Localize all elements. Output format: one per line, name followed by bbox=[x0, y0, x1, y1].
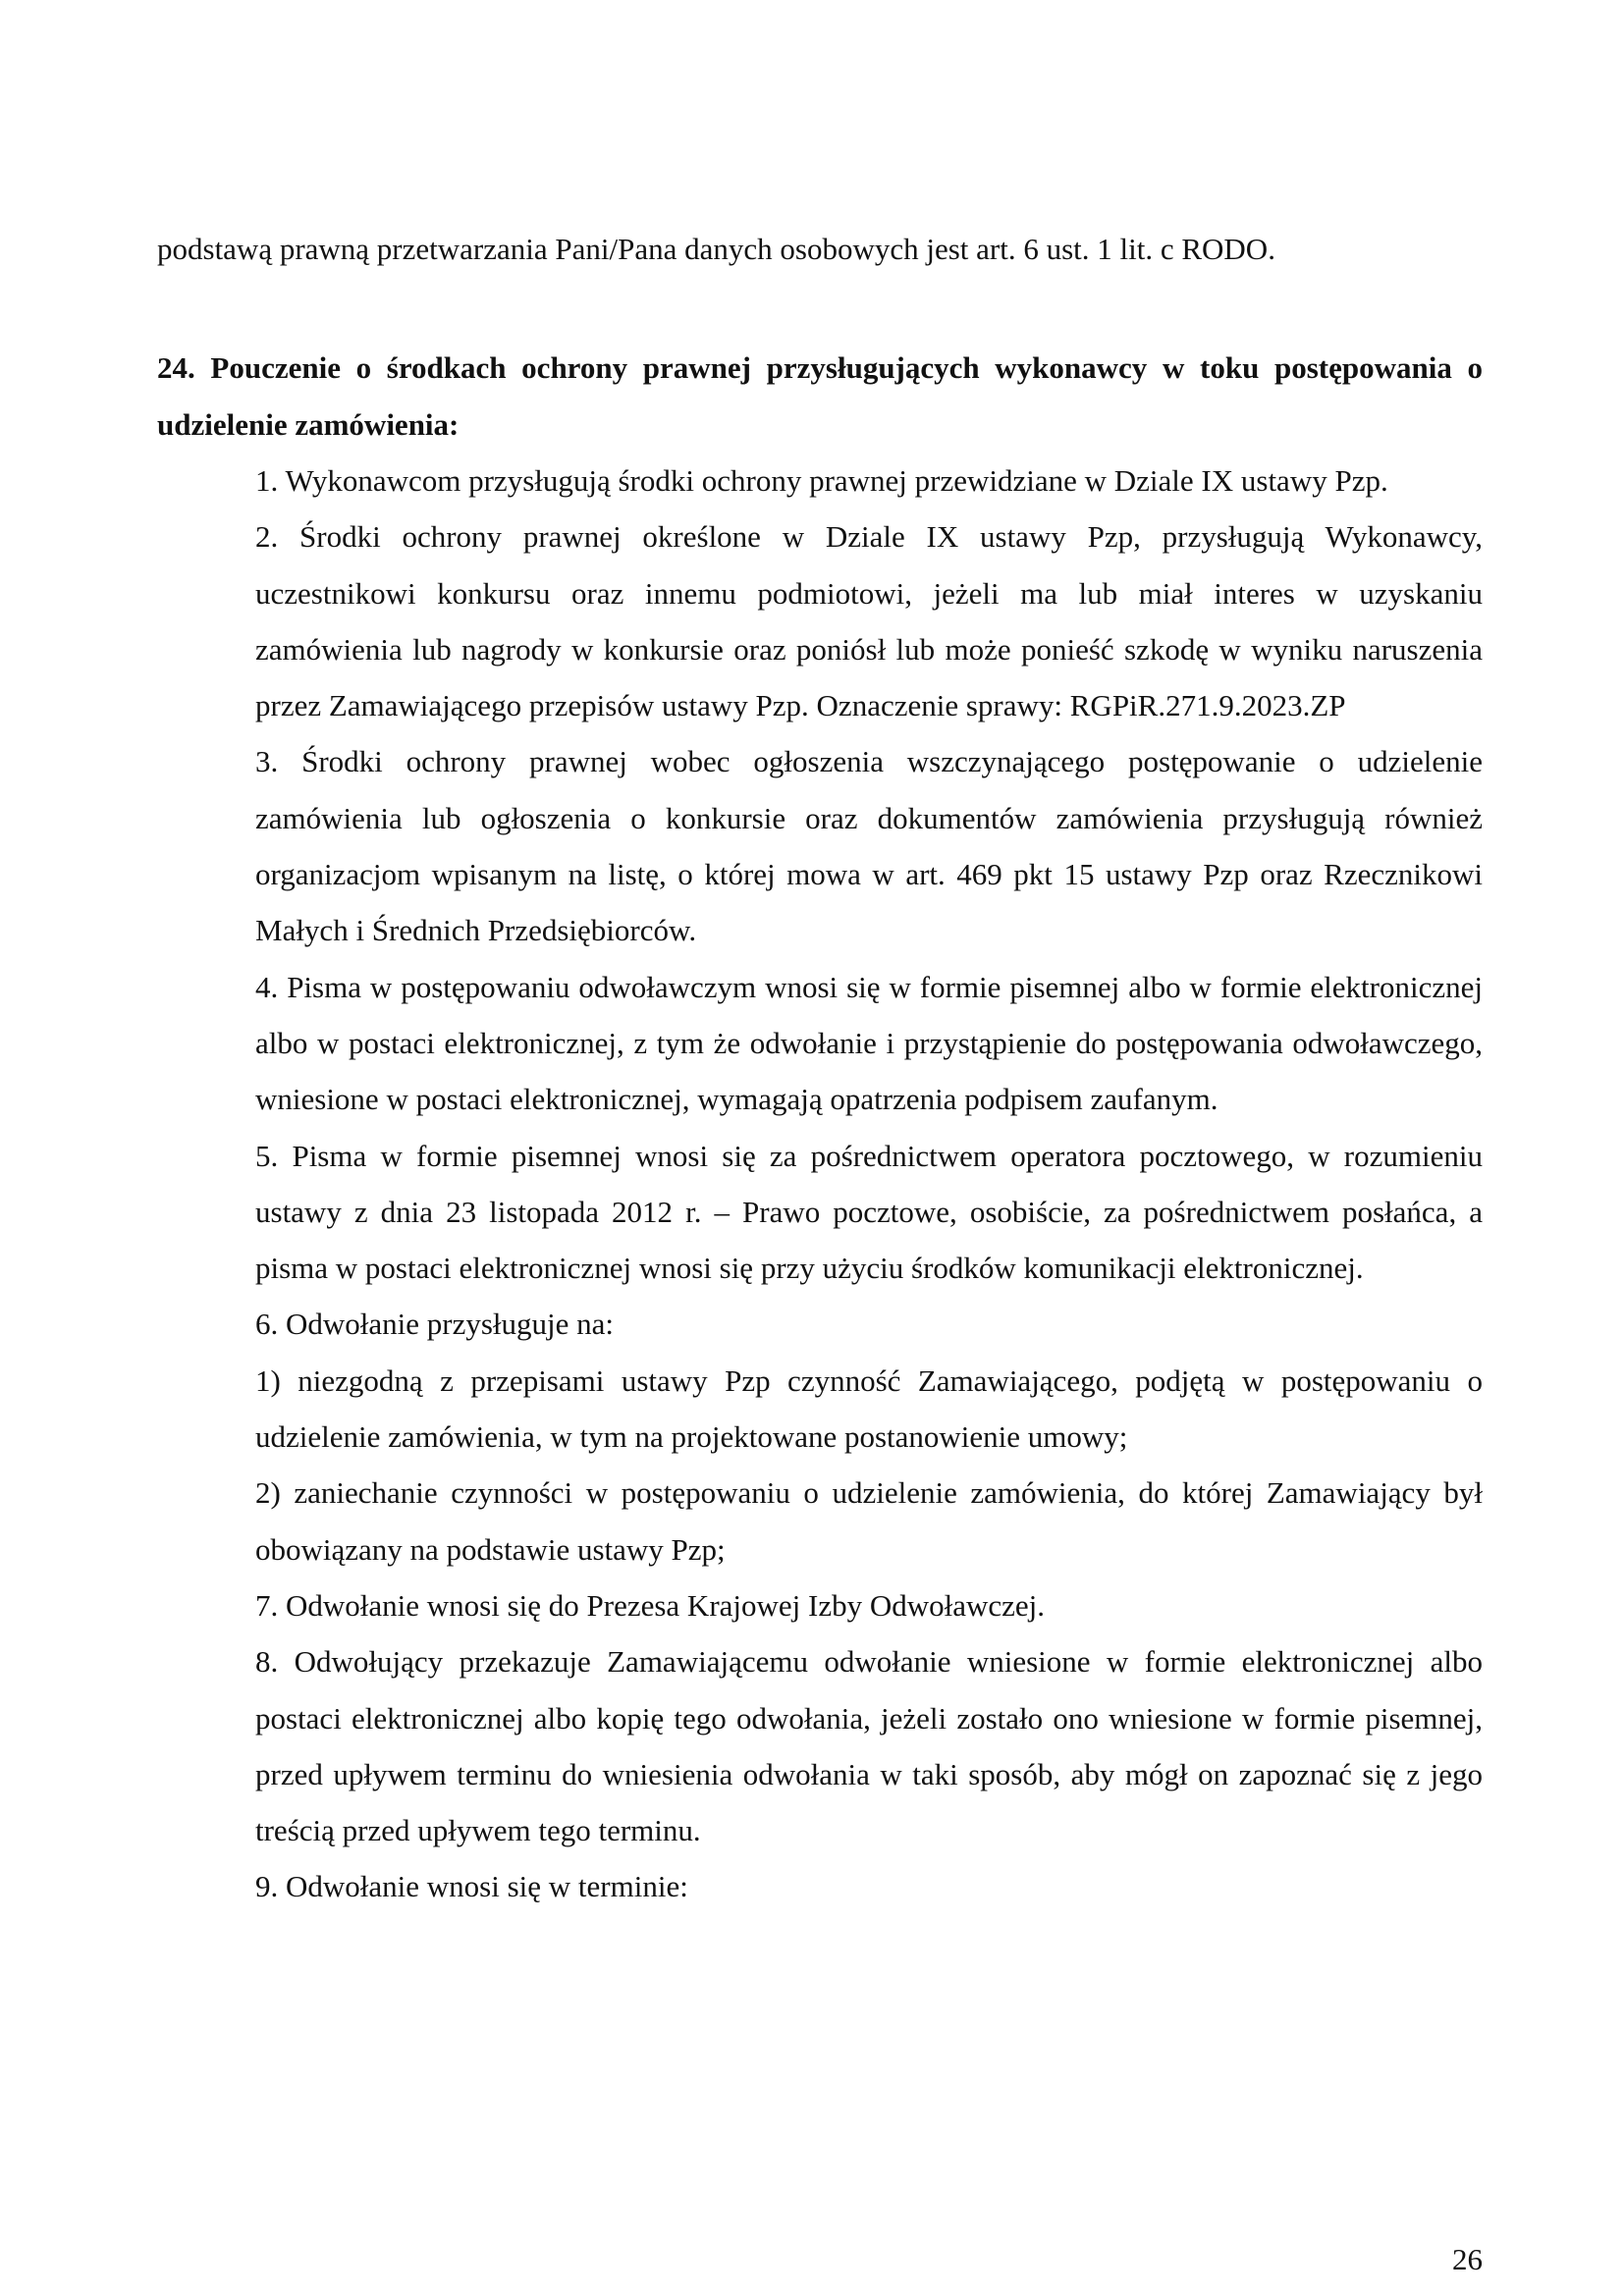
paragraph-6-point-2: 2) zaniechanie czynności w postępowaniu o udzielenie zamówienia, do której Zamawiający był obowiązany na podstawie ustawy Pzp; bbox=[255, 1475, 1483, 1567]
paragraph-9: 9. Odwołanie wnosi się w terminie: bbox=[255, 1869, 688, 1904]
page-number: 26 bbox=[1452, 2242, 1483, 2276]
paragraph-6-point-1: 1) niezgodną z przepisami ustawy Pzp czynność Zamawiającego, podjętą w postępowaniu o udzielenie zamówienia, w tym na projektowane postanowienie umowy; bbox=[255, 1362, 1483, 1455]
paragraph-7: 7. Odwołanie wnosi się do Prezesa Krajowej Izby Odwoławczej. bbox=[255, 1587, 1046, 1623]
section-body bbox=[255, 453, 1483, 1915]
paragraph-2: 2. Środki ochrony prawnej określone w Dziale IX ustawy Pzp, przysługują Wykonawcy, uczestnikowi konkursu oraz innemu podmiotowi, jeżeli ma lub miał interes w uzyskaniu zamówienia lub nagrody w konkursie oraz poniósł lub może ponieść szkodę w wyniku naruszenia przez Zamawiającego przepisów ustawy Pzp. Oznaczenie sprawy: RGPiR.271.9.2023.ZP bbox=[255, 519, 1483, 723]
section-heading: 24. Pouczenie o środkach ochrony prawnej przysługujących wykonawcy w toku postępowania o udzielenie zamówienia: bbox=[157, 350, 1483, 442]
paragraph-4: 4. Pisma w postępowaniu odwoławczym wnosi się w formie pisemnej albo w formie elektronicznej albo w postaci elektronicznej, z tym że odwołanie i przystąpienie do postępowania odwoławczego, wniesione w postaci elektronicznej, wymagają opatrzenia podpisem zaufanym. bbox=[255, 969, 1483, 1117]
intro-line: podstawą prawną przetwarzania Pani/Pana danych osobowych jest art. 6 ust. 1 lit. c RODO. bbox=[157, 232, 1275, 266]
paragraph-1: 1. Wykonawcom przysługują środki ochrony prawnej przewidziane w Dziale IX ustawy Pzp. bbox=[255, 463, 1388, 498]
paragraph-6: 6. Odwołanie przysługuje na: bbox=[255, 1307, 615, 1342]
paragraph-5: 5. Pisma w formie pisemnej wnosi się za pośrednictwem operatora pocztowego, w rozumieniu ustawy z dnia 23 listopada 2012 r. – Prawo pocztowe, osobiście, za pośrednictwem posłańca, a pisma w postaci elektronicznej wnosi się przy użyciu środków komunikacji elektronicznej. bbox=[255, 1138, 1483, 1286]
paragraph-8: 8. Odwołujący przekazuje Zamawiającemu odwołanie wniesione w formie elektronicznej albo postaci elektronicznej albo kopię tego odwołania, jeżeli zostało ono wniesione w formie pisemnej, przed upływem terminu do wniesienia odwołania w taki sposób, aby mógł on zapoznać się z jego treścią przed upływem tego terminu. bbox=[255, 1644, 1483, 1848]
paragraph-3: 3. Środki ochrony prawnej wobec ogłoszenia wszczynającego postępowanie o udzielenie zamówienia lub ogłoszenia o konkursie oraz dokumentów zamówienia przysługują również organizacjom wpisanym na listę, o której mowa w art. 469 pkt 15 ustawy Pzp oraz Rzecznikowi Małych i Średnich Przedsiębiorców. bbox=[255, 744, 1483, 948]
